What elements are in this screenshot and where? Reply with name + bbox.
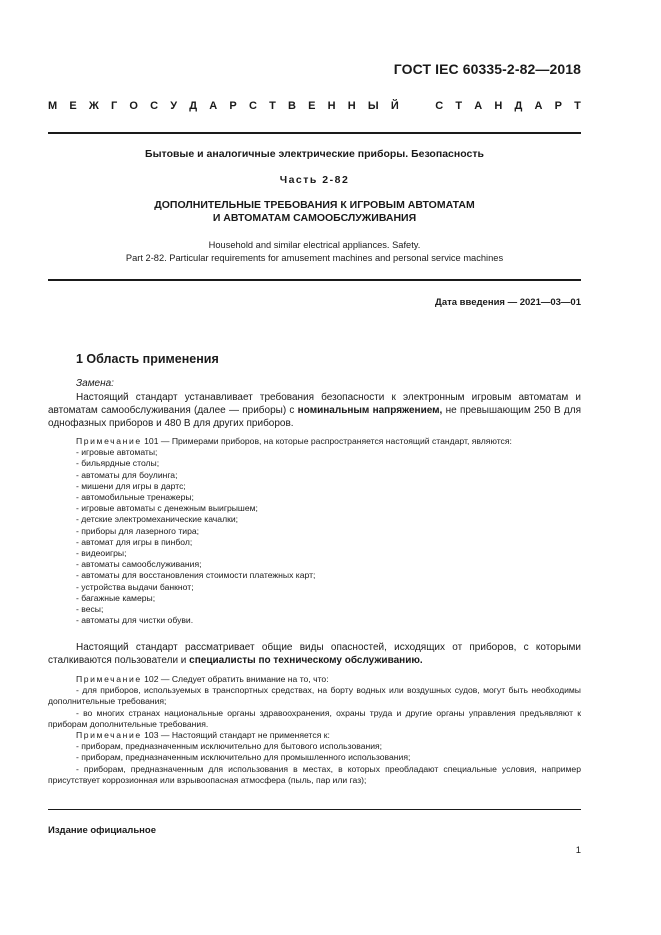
interstate-letter: Т — [455, 100, 463, 112]
interstate-letter: О — [129, 100, 138, 112]
note-text: 101 — Примерами приборов, на которые распространяется настоящий стандарт, являются: — [141, 436, 512, 446]
interstate-letter: Ы — [367, 100, 379, 112]
interstate-letter: А — [209, 100, 218, 112]
header-rule — [48, 132, 581, 134]
list-item: - для приборов, используемых в транспортных средствах, на борту водных или воздушных судов, могут быть необходимы дополнительные требования; — [48, 685, 581, 707]
note-label: Примечание — [76, 730, 142, 741]
interstate-letter: Д — [189, 100, 198, 112]
note-label: Примечание — [76, 436, 142, 446]
interstate-letter: Т — [574, 100, 581, 112]
list-item: - видеоигры; — [76, 548, 127, 559]
introduction-date: Дата введения — 2021—03—01 — [435, 297, 581, 308]
interstate-standard-heading — [48, 100, 581, 112]
page-number: 1 — [575, 845, 581, 856]
english-title-line-2: Part 2-82. Particular requirements for amusement machines and personal service machines — [125, 252, 504, 263]
list-item: - приборам, предназначенным для использования в местах, в которых преобладают специальные условия, например присутствует коррозионная или взрывоопасная атмосфера (пыль, пар или газ); — [48, 763, 581, 785]
note-103-head — [48, 730, 581, 741]
interstate-letter: Ж — [88, 100, 99, 112]
interstate-letter: Е — [308, 100, 316, 112]
scope-paragraph-2 — [48, 641, 581, 667]
interstate-letter: С — [248, 100, 257, 112]
title-line-2: И АВТОМАТАМ САМООБСЛУЖИВАНИЯ — [212, 212, 417, 224]
interstate-letter: Г — [110, 100, 118, 112]
interstate-letter: Т — [269, 100, 276, 112]
interstate-letter: А — [534, 100, 543, 112]
list-item: - бильярдные столы; — [76, 458, 160, 469]
interstate-letter: Е — [69, 100, 77, 112]
replace-label: Замена: — [76, 378, 114, 389]
interstate-letter: В — [287, 100, 296, 112]
english-title-line-1: Household and similar electrical appliances. Safety. — [208, 240, 421, 250]
list-item: - приборам, предназначенным исключительно для бытового использования; — [76, 741, 383, 752]
interstate-letter: Н — [494, 100, 503, 112]
note-label: Примечание — [76, 674, 142, 684]
list-item: - автомат для игры в пинбол; — [76, 536, 193, 547]
list-item: - во многих странах национальные органы здравоохранения, охраны труда и другие органы управления предъявляют к приборам дополнительные требования. — [48, 707, 581, 729]
list-item: - автомобильные тренажеры; — [76, 492, 194, 503]
scope-text-end: не превышающим 250 В для однофазных приборов и 480 В для других приборов. — [48, 405, 581, 429]
interstate-letter: А — [474, 100, 483, 112]
document-title — [48, 199, 581, 225]
list-item: - автоматы для боулинга; — [76, 469, 178, 480]
list-item: - приборы для лазерного тира; — [76, 525, 200, 536]
list-item: - автоматы самообслуживания; — [76, 559, 202, 570]
gost-code: ГОСТ IEC 60335-2-82—2018 — [393, 61, 581, 77]
list-item: - багажные камеры; — [76, 592, 156, 603]
note-102-list — [48, 685, 581, 730]
interstate-letter: М — [48, 100, 58, 112]
note-103-list — [48, 741, 581, 786]
edition-label: Издание официальное — [48, 825, 156, 836]
interstate-letter: Н — [327, 100, 336, 112]
title-line-1: ДОПОЛНИТЕЛЬНЫЕ ТРЕБОВАНИЯ К ИГРОВЫМ АВТОМАТАМ — [154, 199, 475, 211]
list-item: - игровые автоматы; — [76, 447, 158, 458]
section-title: 1 Область применения — [76, 352, 219, 366]
note-101-list — [48, 447, 581, 626]
list-item: - весы; — [76, 604, 104, 615]
note-text: 103 — Настоящий стандарт не применяется к: — [141, 730, 330, 741]
interstate-letter: Д — [514, 100, 523, 112]
list-item: - мишени для игры в дартс; — [76, 480, 186, 491]
document-subtitle: Бытовые и аналогичные электрические приборы. Безопасность — [145, 148, 484, 160]
note-101-head — [48, 436, 581, 447]
interstate-letter: Р — [554, 100, 562, 112]
interstate-letter: С — [435, 100, 444, 112]
english-title — [48, 239, 581, 264]
scope-term: номинальным напряжением, — [297, 405, 443, 416]
title-rule — [48, 279, 581, 281]
list-item: - устройства выдачи банкнот; — [76, 581, 194, 592]
interstate-letter: С — [150, 100, 159, 112]
note-102-head — [48, 674, 581, 685]
list-item: - игровые автоматы с денежным выигрышем; — [76, 503, 258, 514]
scope-paragraph-1 — [48, 391, 581, 430]
scope-text-2: Настоящий стандарт рассматривает общие виды опасностей, исходящих от приборов, с которыми сталкиваются пользователи и — [48, 642, 581, 666]
scope-term-2: специалисты по техническому обслуживанию. — [189, 655, 423, 666]
note-101 — [48, 436, 581, 626]
notes-102-103 — [48, 674, 581, 786]
list-item: - автоматы для чистки обуви. — [76, 615, 194, 626]
part-number: Часть 2-82 — [279, 174, 350, 186]
interstate-letter: Р — [229, 100, 237, 112]
note-text: 102 — Следует обратить внимание на то, что: — [141, 674, 329, 684]
interstate-letter: У — [170, 100, 178, 112]
list-item: - автоматы для восстановления стоимости платежных карт; — [76, 570, 316, 581]
scope-text: Настоящий стандарт устанавливает требования безопасности к электронным игровым автоматам и автоматам самообслуживания (далее — приборы) с — [48, 392, 581, 416]
footer-rule — [48, 809, 581, 810]
interstate-letter: Й — [390, 100, 399, 112]
list-item: - детские электромеханические качалки; — [76, 514, 239, 525]
list-item: - приборам, предназначенным исключительно для промышленного использования; — [76, 752, 411, 763]
interstate-letter: Н — [347, 100, 356, 112]
